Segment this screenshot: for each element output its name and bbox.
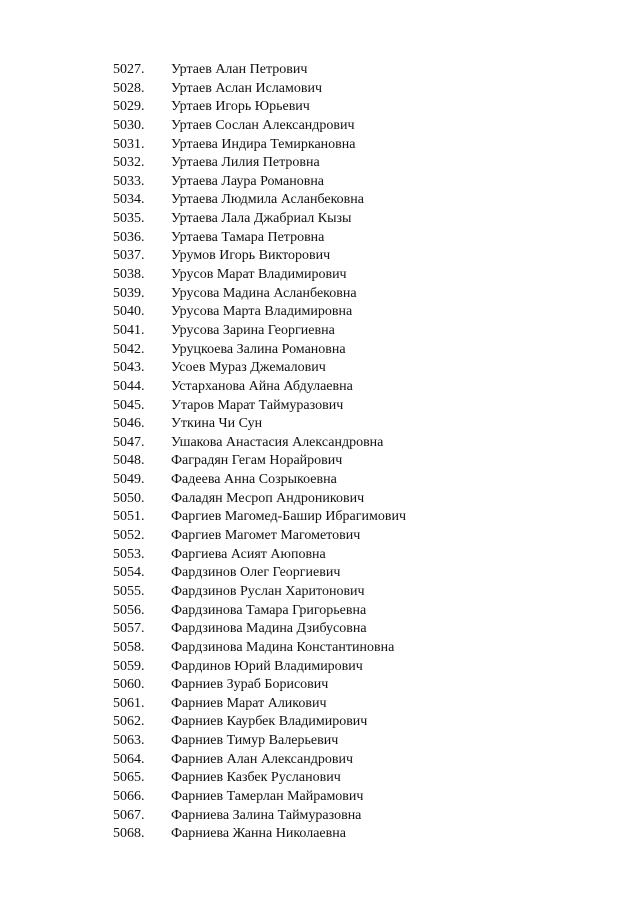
entry-number: 5027. bbox=[113, 62, 145, 77]
entry-number: 5036. bbox=[113, 229, 145, 245]
list-item bbox=[113, 452, 406, 471]
entry-number: 5066. bbox=[113, 788, 145, 804]
entry-number: 5054. bbox=[113, 565, 145, 581]
list-item bbox=[113, 136, 406, 155]
entry-name: Фарниев Тимур Валерьевич bbox=[171, 733, 339, 749]
list-item bbox=[113, 434, 406, 453]
list-item bbox=[113, 732, 406, 751]
entry-number: 5065. bbox=[113, 770, 145, 786]
list-item bbox=[113, 620, 406, 639]
entry-name: Уртаева Тамара Петровна bbox=[171, 229, 325, 245]
entry-number: 5037. bbox=[113, 248, 145, 264]
entry-number: 5067. bbox=[113, 807, 145, 823]
entry-name: Утаров Марат Таймуразович bbox=[171, 397, 344, 413]
entry-number: 5061. bbox=[113, 695, 145, 711]
entry-number: 5033. bbox=[113, 173, 145, 189]
entry-number: 5047. bbox=[113, 434, 145, 450]
entry-number: 5068. bbox=[113, 826, 145, 842]
entry-number: 5058. bbox=[113, 639, 145, 655]
list-item bbox=[113, 229, 406, 248]
entry-name: Урусова Мадина Асланбековна bbox=[171, 285, 357, 301]
list-item bbox=[113, 602, 406, 621]
entry-name: Фарниева Залина Таймуразовна bbox=[171, 807, 362, 823]
entry-name: Уткина Чи Сун bbox=[171, 416, 263, 432]
list-item bbox=[113, 322, 406, 341]
list-item bbox=[113, 247, 406, 266]
entry-number: 5057. bbox=[113, 621, 145, 637]
list-item bbox=[113, 415, 406, 434]
entry-number: 5055. bbox=[113, 583, 145, 599]
entry-name: Уртаев Аслан Исламович bbox=[171, 80, 323, 96]
list-item bbox=[113, 173, 406, 192]
entry-name: Фарниев Каурбек Владимирович bbox=[171, 714, 368, 730]
list-item bbox=[113, 695, 406, 714]
list-item bbox=[113, 397, 406, 416]
list-item bbox=[113, 825, 406, 844]
list-item bbox=[113, 807, 406, 826]
entry-number: 5062. bbox=[113, 714, 145, 730]
entry-name: Урусова Марта Владимировна bbox=[171, 304, 353, 320]
entry-number: 5038. bbox=[113, 267, 145, 283]
entry-number: 5028. bbox=[113, 80, 145, 96]
entry-number: 5041. bbox=[113, 322, 145, 338]
list-item bbox=[113, 713, 406, 732]
entry-name: Фарниев Тамерлан Майрамович bbox=[171, 788, 364, 804]
entry-number: 5031. bbox=[113, 136, 145, 152]
list-item bbox=[113, 751, 406, 770]
entry-number: 5060. bbox=[113, 677, 145, 693]
list-item bbox=[113, 266, 406, 285]
list-item bbox=[113, 378, 406, 397]
list-item bbox=[113, 117, 406, 136]
entry-number: 5034. bbox=[113, 192, 145, 208]
entry-name: Устарханова Айна Абдулаевна bbox=[171, 378, 353, 394]
list-item bbox=[113, 658, 406, 677]
entry-number: 5046. bbox=[113, 416, 145, 432]
entry-name: Фарниев Зураб Борисович bbox=[171, 677, 329, 693]
entry-name: Усоев Мураз Джемалович bbox=[171, 360, 326, 376]
entry-number: 5042. bbox=[113, 341, 145, 357]
entry-number: 5050. bbox=[113, 490, 145, 506]
entry-name: Фаргиев Магомед-Башир Ибрагимович bbox=[171, 509, 407, 525]
entry-name: Уртаева Индира Темиркановна bbox=[171, 136, 356, 152]
entry-name: Фаргиев Магомет Магометович bbox=[171, 528, 361, 544]
entry-name: Уртаев Алан Петрович bbox=[171, 62, 308, 77]
entry-name: Фардинов Юрий Владимирович bbox=[171, 658, 363, 674]
entry-number: 5063. bbox=[113, 733, 145, 749]
list-item bbox=[113, 285, 406, 304]
entry-name: Уртаев Игорь Юрьевич bbox=[171, 99, 310, 115]
entry-number: 5056. bbox=[113, 602, 145, 618]
list-item bbox=[113, 639, 406, 658]
entry-name: Уртаева Людмила Асланбековна bbox=[171, 192, 364, 208]
entry-number: 5043. bbox=[113, 360, 145, 376]
entry-name: Урусов Марат Владимирович bbox=[171, 267, 347, 283]
entry-number: 5035. bbox=[113, 211, 145, 227]
entry-name: Фардзинова Мадина Дзибусовна bbox=[171, 621, 367, 637]
entry-name: Фарниева Жанна Николаевна bbox=[171, 826, 346, 842]
entry-number: 5044. bbox=[113, 378, 145, 394]
list-item bbox=[113, 788, 406, 807]
list-item bbox=[113, 191, 406, 210]
entry-name: Урусова Зарина Георгиевна bbox=[171, 322, 335, 338]
entry-number: 5053. bbox=[113, 546, 145, 562]
entry-name: Ушакова Анастасия Александровна bbox=[171, 434, 384, 450]
entry-name: Уртаева Лилия Петровна bbox=[171, 155, 320, 171]
entry-number: 5049. bbox=[113, 472, 145, 488]
list-item bbox=[113, 564, 406, 583]
entry-number: 5040. bbox=[113, 304, 145, 320]
entry-name: Фадеева Анна Созрыкоевна bbox=[171, 472, 337, 488]
entry-name: Фаградян Гегам Норайрович bbox=[171, 453, 343, 469]
entry-name: Фардзинов Олег Георгиевич bbox=[171, 565, 341, 581]
entry-number: 5030. bbox=[113, 117, 145, 133]
list-item bbox=[113, 341, 406, 360]
entry-number: 5029. bbox=[113, 99, 145, 115]
list-item bbox=[113, 546, 406, 565]
entry-name: Фардзинов Руслан Харитонович bbox=[171, 583, 365, 599]
entry-number: 5059. bbox=[113, 658, 145, 674]
entry-name: Фардзинова Мадина Константиновна bbox=[171, 639, 395, 655]
list-item bbox=[113, 676, 406, 695]
entry-number: 5052. bbox=[113, 528, 145, 544]
entry-number: 5032. bbox=[113, 155, 145, 171]
list-item bbox=[113, 583, 406, 602]
list-item bbox=[113, 527, 406, 546]
list-item bbox=[113, 508, 406, 527]
entry-number: 5064. bbox=[113, 751, 145, 767]
entry-name: Уртаева Лала Джабриал Кызы bbox=[171, 211, 352, 227]
entry-name: Урумов Игорь Викторович bbox=[171, 248, 331, 264]
list-item bbox=[113, 98, 406, 117]
entry-number: 5045. bbox=[113, 397, 145, 413]
list-item bbox=[113, 154, 406, 173]
entry-name: Фарниев Алан Александрович bbox=[171, 751, 354, 767]
entry-name: Фаргиева Асият Аюповна bbox=[171, 546, 326, 562]
list-item bbox=[113, 359, 406, 378]
list-item bbox=[113, 769, 406, 788]
entry-name: Фардзинова Тамара Григорьевна bbox=[171, 602, 367, 618]
entry-number: 5048. bbox=[113, 453, 145, 469]
entry-name: Уртаева Лаура Романовна bbox=[171, 173, 325, 189]
list-item bbox=[113, 471, 406, 490]
entry-name: Фарниев Казбек Русланович bbox=[171, 770, 341, 786]
entry-name: Уруцкоева Залина Романовна bbox=[171, 341, 346, 357]
entry-name: Фарниев Марат Аликович bbox=[171, 695, 327, 711]
list-item bbox=[113, 303, 406, 322]
entry-name: Уртаев Сослан Александрович bbox=[171, 117, 355, 133]
list-item bbox=[113, 490, 406, 509]
entry-number: 5039. bbox=[113, 285, 145, 301]
list-item bbox=[113, 61, 406, 80]
list-item bbox=[113, 210, 406, 229]
entry-name: Фаладян Месроп Андроникович bbox=[171, 490, 365, 506]
entry-number: 5051. bbox=[113, 509, 145, 525]
name-list bbox=[113, 61, 406, 844]
list-item bbox=[113, 80, 406, 99]
